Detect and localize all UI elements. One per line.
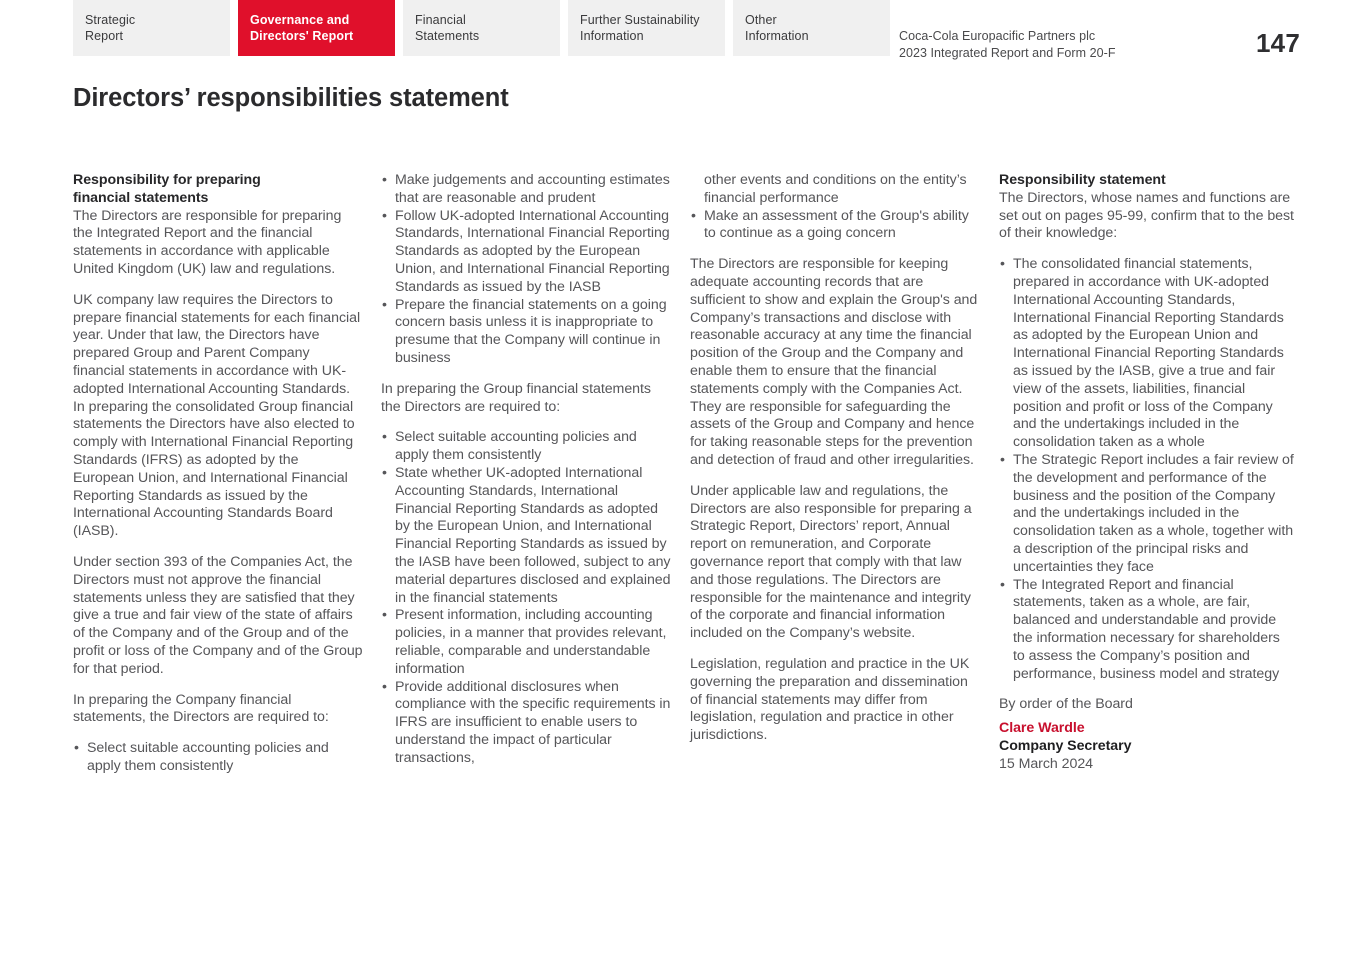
list-item-text: Make judgements and accounting estimates that are reasonable and prudent <box>395 172 670 206</box>
list-item-text: Present information, including accounting policies, in a manner that provides relevant, reliable, comparable and understandable information <box>395 607 667 677</box>
tab-further-sustainability-information[interactable] <box>568 0 725 56</box>
tab-other-information[interactable] <box>733 0 890 56</box>
list-item <box>381 429 672 465</box>
list-item <box>381 297 672 368</box>
list-item <box>999 452 1294 577</box>
list-item-text: Follow UK-adopted International Accounting Standards, International Financial Reporting Standards as adopted by the European Union, and International Financial Reporting Standards as issued by the IASB <box>395 207 670 295</box>
bullet-icon: • <box>382 296 387 313</box>
list-item-text: Provide additional disclosures when compliance with the specific requirements in IFRS are insufficient to enable users to understand the impact of particular transactions, <box>395 678 671 766</box>
bullet-icon: • <box>382 678 387 695</box>
tab-governance-and-directors-report[interactable] <box>238 0 395 56</box>
tab-financial-statements[interactable] <box>403 0 560 56</box>
paragraph: The Directors are responsible for preparing the Integrated Report and the financial statements in accordance with applicable United Kingdom (UK) law and regulations. <box>73 207 342 277</box>
paragraph: Under applicable law and regulations, the Directors are also responsible for preparing a Strategic Report, Directors’ report, Annual report on remuneration, and Corporate governance report that comply with that law and those regulations. The Directors are responsible for the maintenance and integrity of the corporate and financial information included on the Company’s website. <box>690 482 972 642</box>
tab-label-line1: Strategic <box>85 12 136 27</box>
section-heading-responsibility-for-preparing-financial-statements <box>73 172 363 208</box>
list-item <box>73 740 363 776</box>
tab-label-line1: Financial <box>415 12 466 27</box>
bullet-list <box>690 172 982 243</box>
list-item <box>381 607 672 678</box>
document-company-name: Coca-Cola Europacific Partners plc <box>899 29 1096 43</box>
signature-block <box>999 719 1294 773</box>
document-report-name: 2023 Integrated Report and Form 20-F <box>899 45 1116 60</box>
list-item <box>999 256 1294 452</box>
bullet-icon: • <box>1000 576 1005 593</box>
signatory-name: Clare Wardle <box>999 720 1085 737</box>
list-item-text: The Integrated Report and financial statements, taken as a whole, are fair, balanced and understandable and provide the information necessary for shareholders to assess the Company’s position and performance, business model and strategy <box>1013 576 1280 682</box>
column-2 <box>381 172 672 768</box>
list-item <box>999 577 1294 684</box>
paragraph: Legislation, regulation and practice in the UK governing the preparation and dissemination of financial statements may differ from legislation, regulation and practice in other jurisdictions. <box>690 655 970 744</box>
list-item <box>690 208 982 244</box>
paragraph: In preparing the Company financial statements, the Directors are required to: <box>73 691 329 726</box>
signature-date: 15 March 2024 <box>999 756 1093 773</box>
list-item-text: Select suitable accounting policies and apply them consistently <box>87 740 329 774</box>
page-title: Directors’ responsibilities statement <box>73 84 509 113</box>
list-item <box>381 172 672 208</box>
column-4 <box>999 172 1294 773</box>
bullet-icon: • <box>382 207 387 224</box>
tab-label-line2: Statements <box>415 29 480 43</box>
paragraph: Under section 393 of the Companies Act, the Directors must not approve the financial statements unless they are satisfied that they give a true and fair view of the state of affairs of the Company and of the Group and of the profit or loss of the Company and of the Group for that period. <box>73 553 363 677</box>
bullet-icon: • <box>1000 451 1005 468</box>
bullet-list <box>381 429 672 767</box>
page-number: 147 <box>1256 28 1300 58</box>
bullet-list <box>381 172 672 368</box>
list-item-text: Select suitable accounting policies and apply them consistently <box>395 429 637 464</box>
bullet-icon: • <box>382 607 387 624</box>
list-item-text: Make an assessment of the Group's ability to continue as a going concern <box>704 207 969 242</box>
section-heading-responsibility-statement: Responsibility statement <box>999 172 1166 188</box>
column-1 <box>73 172 363 789</box>
bullet-list <box>999 256 1294 683</box>
list-item-text: State whether UK-adopted International Accounting Standards, International Financial Reporting Standards as adopted by the European Union, and International Financial Reporting Standards as issued by the IASB have been followed, subject to any material departures disclosed and explained in the financial statements <box>395 464 671 606</box>
heading-line2: financial statements <box>73 189 209 206</box>
column-3 <box>690 172 982 745</box>
tab-label-line1: Further Sustainability <box>580 12 700 27</box>
bullet-icon: • <box>1000 256 1005 273</box>
tab-label-line2: Directors' Report <box>250 29 354 43</box>
list-item-text: other events and conditions on the entity’s financial performance <box>704 172 967 206</box>
bullet-icon: • <box>382 464 387 481</box>
tab-label-line1: Governance and <box>250 12 350 27</box>
bullet-icon: • <box>74 740 79 757</box>
tab-label-line2: Information <box>745 29 809 43</box>
header-tab-bar <box>0 0 1365 60</box>
paragraph: The Directors are responsible for keeping adequate accounting records that are sufficient to show and explain the Group's and Company’s transactions and disclose with reasonable accuracy at any time the financial position of the Group and the Company and enable them to ensure that the financial statements comply with the Companies Act. They are responsible for safeguarding the assets of the Group and Company and hence for taking reasonable steps for the prevention and detection of fraud and other irregularities. <box>690 256 978 468</box>
list-item-text: Prepare the financial statements on a going concern basis unless it is inappropriate to presume that the Company will continue in business <box>395 296 667 366</box>
document-identifier <box>899 28 1116 61</box>
paragraph: UK company law requires the Directors to prepare financial statements for each financial year. Under that law, the Directors have prepared Group and Parent Company financial statements in accordance with UK-adopted International Accounting Standards. In preparing the consolidated Group financial statements the Directors have also elected to comply with International Financial Reporting Standards (IFRS) as adopted by the European Union, and International Financial Reporting Standards as issued by the International Accounting Standards Board (IASB). <box>73 291 361 540</box>
list-item-continuation <box>690 172 982 208</box>
bullet-list <box>73 740 363 776</box>
paragraph: The Directors, whose names and functions are set out on pages 95-99, confirm that to the best of their knowledge: <box>999 189 1294 242</box>
tab-strategic-report[interactable] <box>73 0 230 56</box>
list-item <box>381 679 672 768</box>
bullet-icon: • <box>382 429 387 446</box>
paragraph-by-order-of-the-board: By order of the Board <box>999 696 1133 713</box>
tab-label-line2: Information <box>580 29 644 43</box>
paragraph: In preparing the Group financial statements the Directors are required to: <box>381 380 651 415</box>
bullet-icon: • <box>691 207 696 224</box>
signatory-role: Company Secretary <box>999 738 1132 755</box>
heading-line1: Responsibility for preparing <box>73 172 261 188</box>
tab-label-line1: Other <box>745 12 777 27</box>
bullet-icon: • <box>382 172 387 188</box>
tab-label-line2: Report <box>85 29 124 43</box>
list-item-text: The Strategic Report includes a fair review of the development and performance of the business and the position of the Company and the undertakings included in the consolidation taken as a whole, together with a description of the principal risks and uncertainties they face <box>1013 451 1294 575</box>
list-item <box>381 465 672 607</box>
list-item <box>381 208 672 297</box>
list-item-text: The consolidated financial statements, prepared in accordance with UK-adopted International Accounting Standards, International Financial Reporting Standards as adopted by the European Union and International Financial Reporting Standards as issued by the IASB, give a true and fair view of the assets, liabilities, financial position and profit or loss of the Company and the undertakings included in the consolidation taken as a whole <box>1013 256 1284 451</box>
